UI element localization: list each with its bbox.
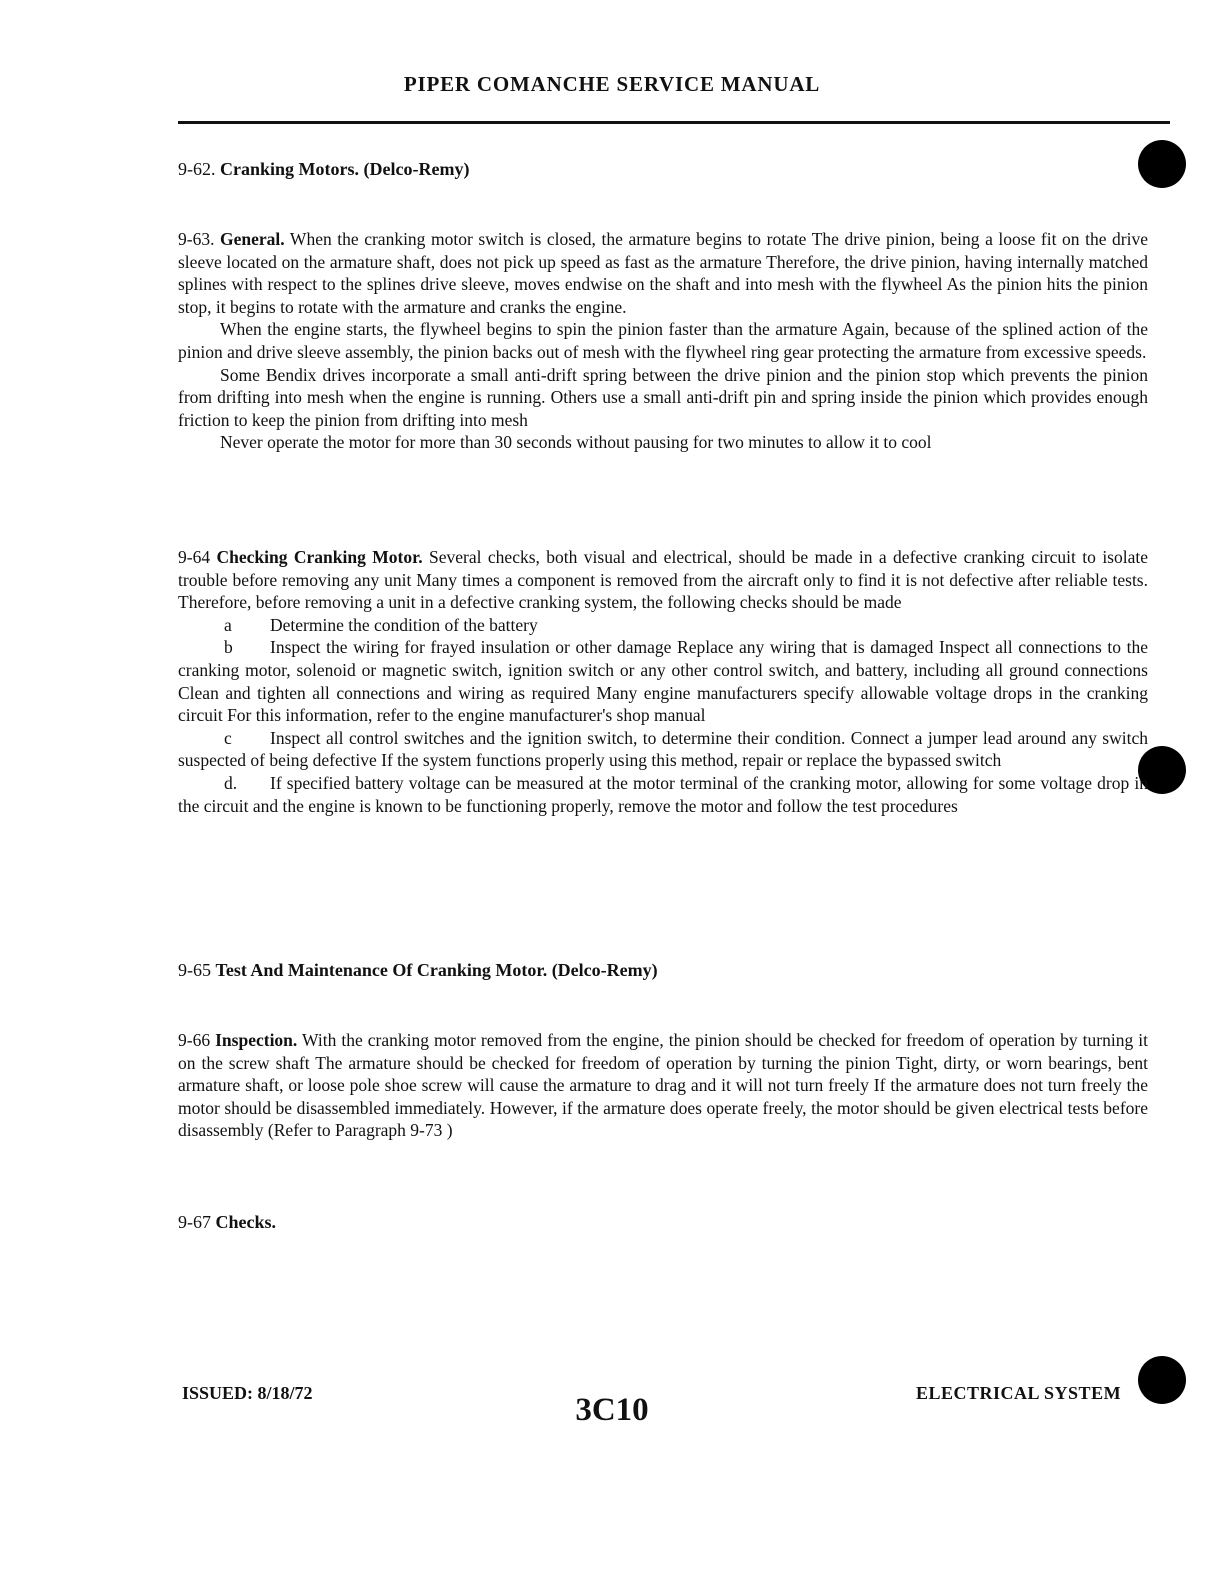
section-9-64	[178, 546, 1148, 817]
paragraph: Some Bendix drives incorporate a small anti-drift spring between the drive pinion and the pinion stop which prevents the pinion from drifting into mesh when the engine is running. Others use a small anti-drift pin and spring inside the pinion which provides enough friction to keep the pinion from drifting into mesh	[178, 364, 1148, 430]
paragraph	[178, 228, 1148, 318]
paragraph-text: Several checks, both visual and electrical, should be made in a defective cranking circuit to isolate trouble before removing any unit Many times a component is removed from the aircraft only to find it is not defective after reliable tests. Therefore, before removing a unit in a defective cranking system, the following checks should be made	[178, 547, 1148, 613]
list-item-d	[178, 772, 1148, 817]
binder-hole-top	[1138, 140, 1186, 188]
paragraph	[178, 1029, 1148, 1142]
section-9-65-heading	[178, 960, 658, 981]
section-9-62-heading	[178, 159, 469, 180]
list-text: Inspect the wiring for frayed insulation or other damage Replace any wiring that is damaged Inspect all connections to the cranking motor, solenoid or magnetic switch, ignition switch or any other control switch, and battery, including all ground connections Clean and tighten all connections and wiring as required Many engine manufacturers specify allowable voltage drops in the cranking circuit For this information, refer to the engine manufacturer's shop manual	[178, 637, 1148, 726]
paragraph: When the engine starts, the flywheel begins to spin the pinion faster than the armature Again, because of the splined action of the pinion and drive sleeve assembly, the pinion backs out of mesh with the flywheel ring gear protecting the armature from excessive speeds.	[178, 319, 1148, 362]
page-number: 3C10	[575, 1392, 649, 1428]
paragraph	[178, 546, 1148, 614]
header-rule	[178, 121, 1170, 124]
section-title: Test And Maintenance Of Cranking Motor. (Delco-Remy)	[215, 960, 658, 980]
list-text: Determine the condition of the battery	[270, 614, 538, 635]
list-letter: c	[224, 727, 232, 748]
section-number: 9-65	[178, 960, 211, 980]
list-text: If specified battery voltage can be measured at the motor terminal of the cranking motor, allowing for some voltage drop in the circuit and the engine is known to be functioning properly, remove the motor and follow the test procedures	[178, 772, 1148, 816]
section-9-63	[178, 228, 1148, 454]
chapter-name: ELECTRICAL SYSTEM	[916, 1383, 1122, 1403]
section-9-66	[178, 1029, 1148, 1142]
section-title: Checks.	[215, 1212, 277, 1232]
page-title: PIPER COMANCHE SERVICE MANUAL	[403, 72, 821, 96]
list-item-b	[178, 636, 1148, 726]
list-letter: b	[224, 637, 233, 658]
section-9-67-heading	[178, 1212, 276, 1233]
list-item-c	[178, 727, 1148, 772]
section-number: 9-66	[178, 1030, 211, 1050]
paragraph: Never operate the motor for more than 30 seconds without pausing for two minutes to allow it to cool	[220, 432, 932, 453]
section-number: 9-64	[178, 547, 211, 567]
section-number: 9-67	[178, 1212, 211, 1232]
section-title: Checking Cranking Motor.	[216, 547, 423, 567]
issued-date: ISSUED: 8/18/72	[182, 1383, 313, 1403]
list-letter: d.	[224, 772, 238, 793]
section-title: General.	[220, 229, 285, 249]
paragraph-text: When the cranking motor switch is closed, the armature begins to rotate The drive pinion, being a loose fit on the drive sleeve located on the armature shaft, does not pick up speed as fast as the armature Therefore, the drive pinion, having internally matched splines with respect to the splines drive sleeve, moves endwise on the shaft and into mesh with the flywheel As the pinion hits the pinion stop, it begins to rotate with the armature and cranks the engine.	[178, 229, 1149, 317]
section-number: 9-62.	[178, 159, 216, 179]
list-text: Inspect all control switches and the ignition switch, to determine their condition. Connect a jumper lead around any switch suspected of being defective If the system functions properly using this method, repair or replace the bypassed switch	[178, 727, 1148, 771]
section-title: Inspection.	[215, 1030, 298, 1050]
paragraph-text: With the cranking motor removed from the engine, the pinion should be checked for freedom of operation by turning it on the screw shaft The armature should be checked for freedom of operation by turning the pinion Tight, dirty, or worn bearings, bent armature shaft, or loose pole shoe screw will cause the armature to drag and it will not turn freely If the armature does not turn freely the motor should be disassembled immediately. However, if the armature does operate freely, the motor should be given electrical tests before disassembly (Refer to Paragraph 9-73 )	[178, 1030, 1148, 1141]
list-letter: a	[224, 614, 232, 635]
list-item-a	[178, 614, 1148, 637]
section-number: 9-63.	[178, 229, 215, 249]
section-title: Cranking Motors. (Delco-Remy)	[220, 159, 470, 179]
